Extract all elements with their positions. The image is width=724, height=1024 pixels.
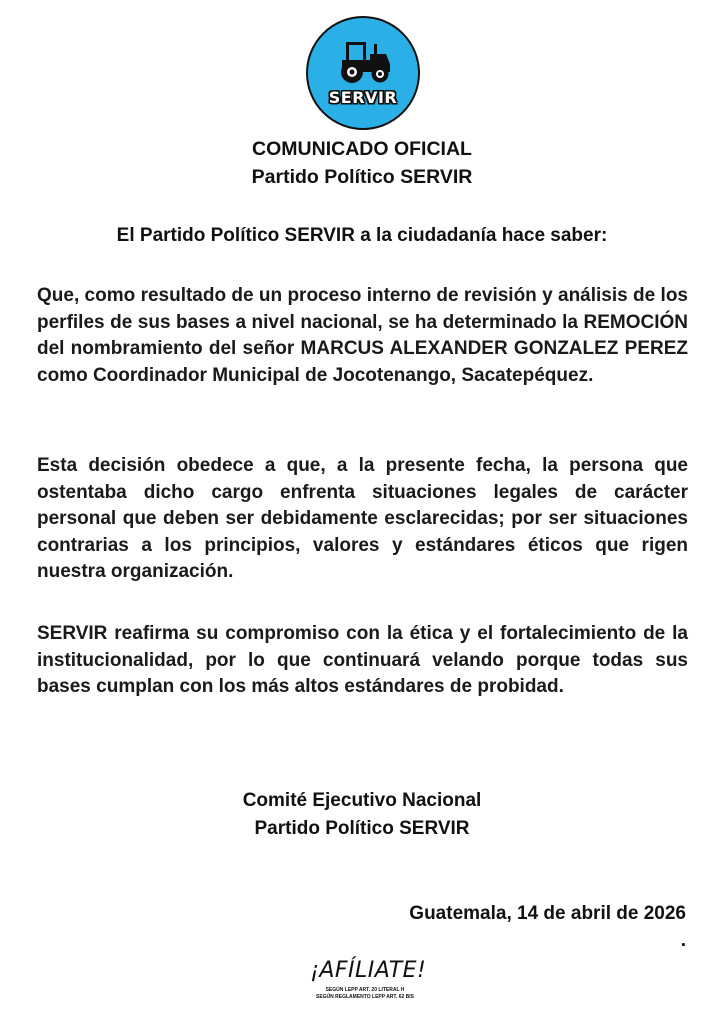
text-fragment: como Coordinador Municipal de Jocotenango, Sacatepéquez. [37, 364, 594, 386]
paragraph-reason: Esta decisión obedece a que, a la presente fecha, la persona que ostentaba dicho cargo enfrenta situaciones legales de carácter personal que deben ser debidamente esclarecidas; por ser situaciones contrarias a los principios, valores y estándares éticos que rigen nuestra organización. [37, 455, 688, 582]
logo-text: SERVIR [328, 88, 398, 107]
legal-note-2: SEGÚN REGLAMENTO LEPP ART. 62 BIS [316, 994, 414, 1000]
text-fragment: Que, como resultado de un proceso interno de revisión y análisis de los perfiles de sus bases a nivel nacional, se ha determinado la [37, 285, 688, 333]
date-line: Guatemala, 14 de abril de 2026 [409, 903, 686, 924]
removal-keyword: REMOCIÓN [583, 311, 688, 333]
trailing-dot: . [680, 930, 686, 951]
legal-note-1: SEGÚN LEPP ART. 20 LITERAL H [325, 987, 405, 993]
logo-circle [306, 16, 420, 130]
party-logo [306, 16, 420, 130]
affiliate-slogan: ¡AFÍLIATE! [310, 958, 427, 983]
paragraph-removal [37, 283, 688, 389]
signature-line-1: Comité Ejecutivo Nacional [242, 790, 482, 811]
signature-line-2: Partido Político SERVIR [254, 818, 470, 839]
paragraph-commitment: SERVIR reafirma su compromiso con la ética y el fortalecimiento de la institucionalidad, por lo que continuará velando porque todas sus bases cumplan con los más altos estándares de probidad. [37, 623, 688, 697]
tractor-icon [336, 40, 392, 84]
document-subtitle: Partido Político SERVIR [251, 166, 473, 188]
text-fragment: del nombramiento del señor [37, 338, 301, 359]
intro-line: El Partido Político SERVIR a la ciudadanía hace saber: [116, 225, 608, 246]
person-name: MARCUS ALEXANDER GONZALEZ PEREZ [300, 338, 688, 359]
document-title: COMUNICADO OFICIAL [252, 138, 472, 160]
